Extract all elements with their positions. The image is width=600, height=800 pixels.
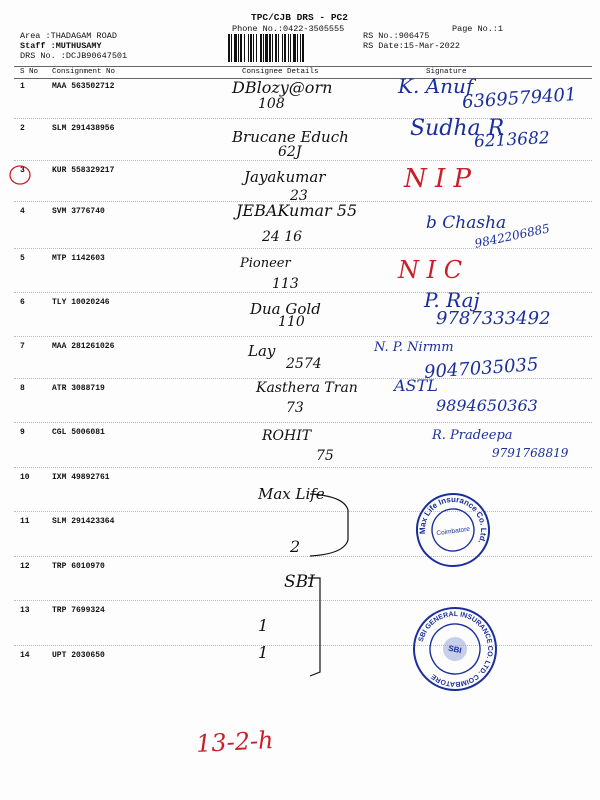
- staff-label: Staff :MUTHUSAMY: [20, 41, 102, 51]
- consignee-name: 1: [258, 643, 269, 662]
- consignee-detail: 110: [278, 314, 305, 330]
- signature-mark: b Chasha: [426, 213, 507, 233]
- barcode-bar: [272, 34, 273, 62]
- row-divider: [14, 248, 592, 249]
- consignee-name: ROHIT: [262, 428, 312, 444]
- row-number: 4: [20, 207, 25, 216]
- sbi-stamp-icon: [402, 596, 509, 703]
- consignment-number: SLM 291438956: [52, 124, 115, 133]
- rs-date: RS Date:15-Mar-2022: [363, 41, 460, 51]
- barcode-bar: [244, 34, 245, 62]
- barcode-bar: [278, 34, 279, 62]
- signature-mark: N I C: [398, 256, 463, 284]
- consignee-name: Dua Gold: [250, 300, 321, 318]
- barcode-bar: [302, 34, 304, 62]
- phone-number: Phone No.:0422-3505555: [232, 24, 345, 34]
- bracket-mark-upper: [300, 490, 360, 560]
- maxlife-stamp-icon: [408, 485, 498, 575]
- barcode-bar: [256, 34, 257, 62]
- row-divider: [14, 292, 592, 293]
- consignee-name: Max Life: [258, 485, 325, 503]
- row-number: 12: [20, 562, 30, 571]
- consignee-detail: 23: [290, 188, 308, 204]
- signature-mark: N. P. Nirmm: [374, 340, 454, 355]
- barcode-bar: [260, 34, 262, 62]
- signature-mark: Sudha R: [410, 116, 505, 141]
- row-number: 11: [20, 517, 30, 526]
- consignee-detail: 24 16: [262, 229, 303, 245]
- consignee-detail: 113: [272, 276, 299, 292]
- header-divider: [14, 66, 592, 67]
- barcode-bar: [300, 34, 301, 62]
- row-divider: [14, 118, 592, 119]
- consignment-number: TRP 6010970: [52, 562, 105, 571]
- signature-mark: ASTL: [394, 376, 438, 395]
- consignee-detail: 2574: [286, 356, 322, 372]
- sbi-stamp-center: SBI: [447, 643, 463, 656]
- consignee-detail: 62J: [278, 144, 302, 160]
- signature-mark: R. Pradeepa: [432, 428, 513, 443]
- consignment-number: SLM 291423364: [52, 517, 115, 526]
- row-divider: [14, 160, 592, 161]
- sbi-stamp-text: SBI GENERAL INSURANCE CO. LTD. COIMBATORE: [417, 610, 494, 688]
- signature-mark: N I P: [404, 164, 472, 194]
- consignee-name: Kasthera Tran: [256, 380, 358, 396]
- consignment-number: SVM 3776740: [52, 207, 105, 216]
- barcode-bar: [228, 34, 230, 62]
- row-number: 6: [20, 298, 25, 307]
- barcode-bar: [265, 34, 268, 62]
- barcode-bar: [275, 34, 277, 62]
- barcode-bar: [297, 34, 298, 62]
- consignee-name: Lay: [248, 342, 276, 360]
- barcode-bar: [269, 34, 271, 62]
- barcode-bar: [234, 34, 237, 62]
- stamp-icon: [408, 485, 498, 575]
- consignee-name: SBI: [284, 572, 315, 592]
- recipient-phone: 9047035035: [423, 354, 540, 383]
- barcode-bar: [288, 34, 289, 62]
- barcode-bar: [293, 34, 296, 62]
- consignee-name: 1: [258, 616, 269, 635]
- barcode-icon: [228, 34, 356, 62]
- row-number: 14: [20, 651, 30, 660]
- consignment-number: CGL 5006081: [52, 428, 105, 437]
- consignment-number: UPT 2030650: [52, 651, 105, 660]
- consignment-number: KUR 558329217: [52, 166, 115, 175]
- svg-text:Max Life Insurance Co. Ltd.: [413, 490, 490, 553]
- signature-mark: K. Anuf: [398, 74, 474, 98]
- row-number: 13: [20, 606, 30, 615]
- row-number: 8: [20, 384, 25, 393]
- recipient-phone: 6369579401: [461, 84, 578, 113]
- barcode-bar: [250, 34, 252, 62]
- barcode-bar: [263, 34, 264, 62]
- consignee-name: DBlozy@orn: [232, 78, 333, 97]
- col-consignment: Consignment No: [52, 68, 116, 76]
- row-divider: [14, 378, 592, 379]
- signature-mark: P. Raj: [424, 288, 480, 312]
- row-divider: [14, 336, 592, 337]
- barcode-bar: [290, 34, 291, 62]
- sbi-stamp: [402, 596, 509, 703]
- row-number: 1: [20, 82, 25, 91]
- consignee-name: JEBAKumar 55: [236, 201, 358, 220]
- area-label: Area :THADAGAM ROAD: [20, 31, 117, 41]
- consignment-number: MAA 281261026: [52, 342, 115, 351]
- row-number: 3: [20, 166, 25, 175]
- maxlife-stamp-text: Max Life Insurance Co. Ltd.: [417, 494, 489, 545]
- barcode-bar: [248, 34, 249, 62]
- consignee-detail: 73: [286, 400, 304, 416]
- recipient-phone: 9894650363: [436, 396, 538, 415]
- consignee-name: 2: [290, 537, 301, 556]
- recipient-phone: 9787333492: [436, 308, 551, 329]
- recipient-phone: 9791768819: [492, 446, 569, 460]
- consignment-number: MAA 563502712: [52, 82, 115, 91]
- row-number: 5: [20, 254, 25, 263]
- row-divider: [14, 467, 592, 468]
- drs-title: TPC/CJB DRS - PC2: [251, 12, 348, 23]
- page-number: Page No.:1: [452, 24, 504, 34]
- footer-note: 13-2-h: [195, 725, 275, 759]
- col-signature: Signature: [426, 68, 467, 76]
- row-number: 2: [20, 124, 25, 133]
- consignee-detail: 75: [316, 448, 334, 464]
- consignment-number: TLY 10020246: [52, 298, 110, 307]
- consignee-name: Brucane Educh: [232, 128, 349, 146]
- consignment-number: ATR 3088719: [52, 384, 105, 393]
- barcode-bar: [238, 34, 239, 62]
- consignment-number: MTP 1142603: [52, 254, 105, 263]
- recipient-phone: 9842206885: [473, 221, 551, 251]
- row-number: 9: [20, 428, 25, 437]
- row-number: 7: [20, 342, 25, 351]
- consignee-name: Pioneer: [240, 256, 291, 271]
- circle-mark-icon: [8, 164, 32, 186]
- consignee-name: Jayakumar: [244, 168, 326, 186]
- bracket-mark-lower: [300, 572, 340, 682]
- barcode-bar: [240, 34, 242, 62]
- row-divider: [14, 422, 592, 423]
- recipient-phone: 6213682: [473, 128, 551, 152]
- maxlife-stamp-center: Coimbatore: [436, 525, 471, 538]
- consignment-number: IXM 49892761: [52, 473, 110, 482]
- drs-number: DRS No. :DCJB90647501: [20, 51, 128, 61]
- consignment-number: TRP 7699324: [52, 606, 105, 615]
- barcode-bar: [231, 34, 232, 62]
- consignee-detail: 108: [258, 96, 285, 112]
- barcode-bar: [253, 34, 254, 62]
- rs-number: RS No.:906475: [363, 31, 430, 41]
- row-number: 10: [20, 473, 30, 482]
- col-sno: S No: [20, 68, 39, 76]
- barcode-bar: [284, 34, 286, 62]
- col-consignee: Consignee Details: [242, 68, 319, 76]
- barcode-bar: [282, 34, 283, 62]
